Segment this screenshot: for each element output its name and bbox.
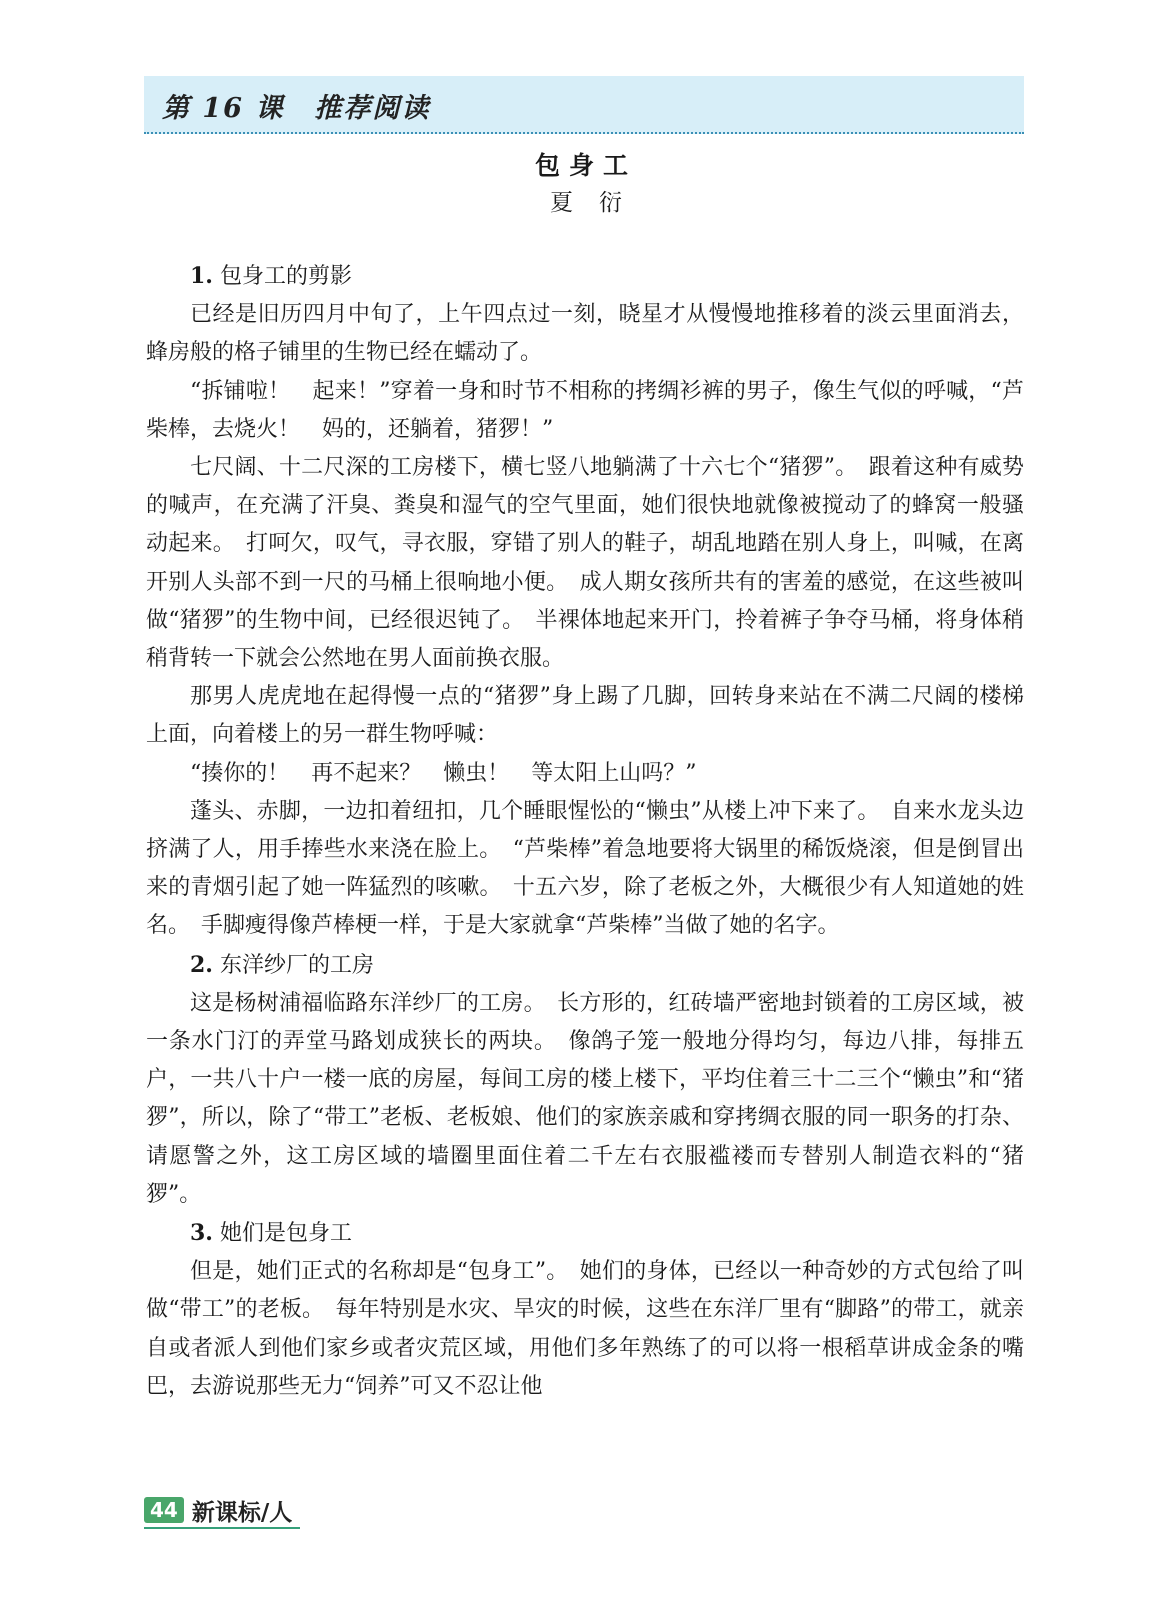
lesson-section: 推荐阅读 [314, 93, 431, 124]
body-paragraph: 但是，她们正式的名称却是“包身工”。 她们的身体，已经以一种奇妙的方式包给了叫做“带工”的老板。 每年特别是水灾、旱灾的时候，这些在东洋厂里有“脚路”的带工，就亲自或者派人到他们家乡或者灾荒区域，用他们多年熟练了的可以将一根稻草讲成金条的嘴巴，去游说那些无力“饲养”可又不忍让他 [146, 1259, 1024, 1399]
body-paragraph: 七尺阔、十二尺深的工房楼下，横七竖八地躺满了十六七个“猪猡”。 跟着这种有威势的喊声，在充满了汗臭、粪臭和湿气的空气里面，她们很快地就像被搅动了的蜂窝一般骚动起来。 打呵欠，叹气，寻衣服，穿错了别人的鞋子，胡乱地踏在别人身上，叫喊，在离开别人头部不到一尺的马桶上很响地小便。 成人期女孩所共有的害羞的感觉，在这些被叫做“猪猡”的生物中间，已经很迟钝了。 半裸体地起来开门，拎着裤子争夺马桶，将身体稍稍背转一下就会公然地在男人面前换衣服。 [146, 455, 1024, 672]
body-paragraph: “揍你的！ 再不起来？ 懒虫！ 等太阳上山吗？” [190, 760, 697, 786]
article-body [146, 257, 1024, 1406]
section-number: 2. [190, 951, 213, 978]
book-label: 新课标/人 [191, 1499, 293, 1526]
section-heading [146, 1214, 1024, 1253]
section-number: 3. [190, 1220, 213, 1247]
body-paragraph: 那男人虎虎地在起得慢一点的“猪猡”身上踢了几脚，回转身来站在不满二尺阔的楼梯上面，向着楼上的另一群生物呼喊： [146, 684, 1024, 748]
page-footer [144, 1493, 300, 1529]
section-title: 东洋纱厂的工房 [219, 952, 374, 978]
section-number: 1. [190, 263, 213, 289]
section-heading [146, 946, 1024, 985]
lesson-header-bar [144, 76, 1024, 134]
body-paragraph: 已经是旧历四月中旬了，上午四点过一刻，晓星才从慢慢地推移着的淡云里面消去，蜂房般的格子铺里的生物已经在蠕动了。 [146, 302, 1024, 366]
body-paragraph: 这是杨树浦福临路东洋纱厂的工房。 长方形的，红砖墙严密地封锁着的工房区域，被一条水门汀的弄堂马路划成狭长的两块。 像鸽子笼一般地分得均匀，每边八排，每排五户，一共八十户一楼一底的房屋，每间工房的楼上楼下，平均住着三十二三个“懒虫”和“猪猡”，所以，除了“带工”老板、老板娘、他们的家族亲戚和穿拷绸衣服的同一职务的打杂、请愿警之外，这工房区域的墙圈里面住着二千左右衣服褴褛而专替别人制造衣料的“猪猡”。 [146, 990, 1024, 1207]
lesson-title [162, 86, 430, 125]
section-title: 包身工的剪影 [219, 264, 352, 289]
article-title: 包身工 [534, 151, 637, 180]
body-paragraph: “拆铺啦！ 起来！”穿着一身和时节不相称的拷绸衫裤的男子，像生气似的呼喊，“芦柴棒，去烧火！ 妈的，还躺着，猪猡！” [146, 378, 1024, 442]
body-paragraph: 蓬头、赤脚，一边扣着纽扣，几个睡眼惺忪的“懒虫”从楼上冲下来了。 自来水龙头边挤满了人，用手捧些水来浇在脸上。 “芦柴棒”着急地要将大锅里的稀饭烧滚，但是倒冒出来的青烟引起了她一阵猛烈的咳嗽。 十五六岁，除了老板之外，大概很少有人知道她的姓名。 手脚瘦得像芦棒梗一样，于是大家就拿“芦柴棒”当做了她的名字。 [146, 798, 1024, 939]
lesson-number: 第 16 课 [162, 93, 285, 124]
section-heading [146, 257, 1024, 296]
section-title: 她们是包身工 [219, 1221, 352, 1247]
article-author: 夏衍 [550, 190, 648, 216]
page-number: 44 [144, 1497, 184, 1523]
